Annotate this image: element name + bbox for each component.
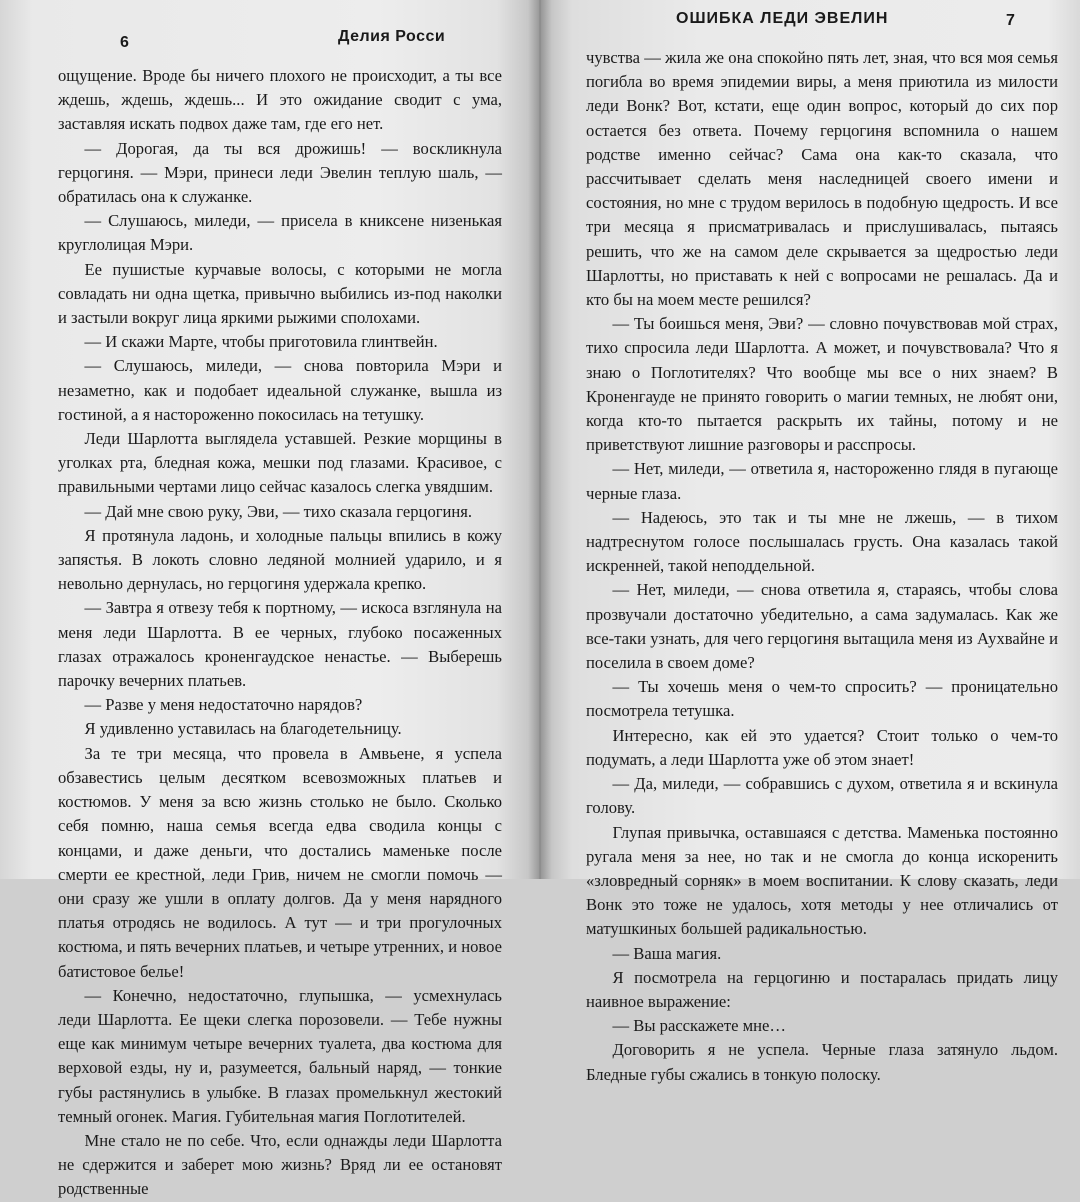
paragraph: Мне стало не по себе. Что, если однажды леди Шарлотта не сдержится и заберет мою жизнь? Вряд ли ее остановят родственные bbox=[58, 1130, 502, 1199]
paragraph: Я удивленно уставилась на благодетельницу. bbox=[84, 719, 402, 739]
left-page-text bbox=[58, 64, 502, 1202]
paragraph: — Ваша магия. bbox=[612, 943, 722, 963]
paragraph: — Нет, миледи, — ответила я, настороженно глядя в пугающе черные глаза. bbox=[586, 459, 1058, 503]
paragraph: Глупая привычка, оставшаяся с детства. Маменька постоянно ругала меня за нее, но так и не смогла до конца искоренить «зловредный сорняк» в моем воспитании. К слову сказать, леди Вонк это тоже не удалось, хотя методы у нее отличались от матушкиных большей радикальностью. bbox=[586, 822, 1058, 939]
paragraph: — Ты хочешь меня о чем-то спросить? — проницательно посмотрела тетушка. bbox=[586, 677, 1058, 721]
paragraph: — Вы расскажете мне… bbox=[612, 1016, 786, 1036]
paragraph: Договорить я не успела. Черные глаза затянуло льдом. Бледные губы сжались в тонкую полоску. bbox=[586, 1040, 1058, 1084]
paragraph: чувства — жила же она спокойно пять лет, зная, что вся моя семья погибла во время эпидемии виры, а меня приютила из милости леди Вонк? Вот, кстати, еще один вопрос, который до сих пор остается без ответа. Почему герцогиня вспомнила о нашем родстве именно сейчас? Сама она как-то сказала, что рассчитывает сделать меня наследницей своего имени и состояния, но мне с трудом верилось в подобную щедрость. И все три месяца я присматривалась и прислушивалась, пытаясь решить, что же на самом деле скрывается за щедростью леди Шарлотты, но приставать к ней с вопросами не решалась. Да и кто бы на моем месте решился? bbox=[586, 48, 1058, 310]
left-running-head bbox=[58, 28, 502, 58]
left-page bbox=[0, 0, 540, 1199]
paragraph: — Слушаюсь, миледи, — присела в книксене низенькая круглолицая Мэри. bbox=[58, 211, 502, 255]
left-running-title: Делия Росси bbox=[338, 28, 446, 45]
paragraph: — Ты боишься меня, Эви? — словно почувствовав мой страх, тихо спросила леди Шарлотта. А может, и почувствовала? Что я знаю о Поглотителях? Что вообще мы все о них знаем? В Кроненгауде не принято говорить о магии темных, не любят они, когда кто-то пытается раскрыть их тайны, потому и не приветствуют лишние разговоры и расспросы. bbox=[586, 314, 1058, 455]
paragraph: Леди Шарлотта выглядела уставшей. Резкие морщины в уголках рта, бледная кожа, мешки под глазами. Красивое, с правильными чертами лицо сейчас казалось слегка увядшим. bbox=[58, 429, 502, 497]
right-page bbox=[540, 0, 1080, 1084]
right-running-head bbox=[586, 10, 1058, 40]
paragraph: За те три месяца, что провела в Амвьене, я успела обзавестись целым десятком всевозможных платьев и костюмов. У меня за всю жизнь столько не было. Сколько себя помню, наша семья всегда едва сводила концы с концами, и даже деньги, что достались маменьке после смерти ее крестной, леди Грив, ничем не смогли помочь — они сразу же ушли в оплату долгов. Да у меня нарядного платья отродясь не водилось. А тут — и три прогулочных костюма, и пять вечерних платьев, и четыре утренних, и новое батистовое белье! bbox=[58, 743, 502, 981]
paragraph: — Конечно, недостаточно, глупышка, — усмехнулась леди Шарлотта. Ее щеки слегка порозовели. — Тебе нужны еще как минимум четыре вечерних туалета, два костюма для верховой езды, ну и, разумеется, бальный наряд, — тонкие губы растянулись в улыбке. В глазах промелькнул жестокий темный огонек. Магия. Губительная магия Поглотителей. bbox=[58, 985, 502, 1126]
paragraph: Я протянула ладонь, и холодные пальцы впились в кожу запястья. В локоть словно ледяной молнией ударило, и я невольно дернулась, но герцогиня удержала крепко. bbox=[58, 525, 502, 594]
paragraph: Интересно, как ей это удается? Стоит только о чем-то подумать, а леди Шарлотта уже об этом знает! bbox=[586, 725, 1058, 769]
paragraph: — Разве у меня недостаточно нарядов? bbox=[84, 695, 363, 715]
right-running-title: ОШИБКА ЛЕДИ ЭВЕЛИН bbox=[676, 10, 889, 27]
paragraph: — Дай мне свою руку, Эви, — тихо сказала герцогиня. bbox=[84, 501, 473, 521]
paragraph: — Да, миледи, — собравшись с духом, ответила я и вскинула голову. bbox=[586, 774, 1058, 818]
paragraph: Я посмотрела на герцогиню и постаралась придать лицу наивное выражение: bbox=[586, 967, 1058, 1011]
paragraph: — И скажи Марте, чтобы приготовила глинтвейн. bbox=[84, 332, 438, 352]
paragraph: — Завтра я отвезу тебя к портному, — искоса взглянула на меня леди Шарлотта. В ее черных, глубоко посаженных глазах отражалось кроненгаудское ненастье. — Выберешь парочку вечерних платьев. bbox=[58, 598, 502, 691]
paragraph: Ее пушистые курчавые волосы, с которыми не могла совладать ни одна щетка, привычно выбились из-под наколки и застыли вокруг лица яркими рыжими сполохами. bbox=[58, 259, 502, 328]
right-page-number: 7 bbox=[1006, 12, 1016, 29]
right-page-text bbox=[586, 46, 1058, 1087]
left-page-number: 6 bbox=[120, 34, 130, 51]
paragraph: — Слушаюсь, миледи, — снова повторила Мэри и незаметно, как и подобает идеальной служанке, вышла из гостиной, а я настороженно покосилась на тетушку. bbox=[58, 356, 502, 424]
paragraph: — Дорогая, да ты вся дрожишь! — воскликнула герцогиня. — Мэри, принеси леди Эвелин теплую шаль, — обратилась она к служанке. bbox=[58, 138, 502, 207]
paragraph: ощущение. Вроде бы ничего плохого не происходит, а ты все ждешь, ждешь, ждешь... И это ожидание сводит с ума, заставляя искать подвох даже там, где его нет. bbox=[58, 66, 502, 134]
paragraph: — Нет, миледи, — снова ответила я, стараясь, чтобы слова прозвучали достаточно убедительно, а сама задумалась. Как же все-таки узнать, для чего герцогиня вытащила меня из Аухвайне и поселила в своем доме? bbox=[586, 580, 1058, 673]
paragraph: — Надеюсь, это так и ты мне не лжешь, — в тихом надтреснутом голосе послышалась грусть. Она казалась такой искренней, такой неподдельной. bbox=[586, 507, 1058, 576]
